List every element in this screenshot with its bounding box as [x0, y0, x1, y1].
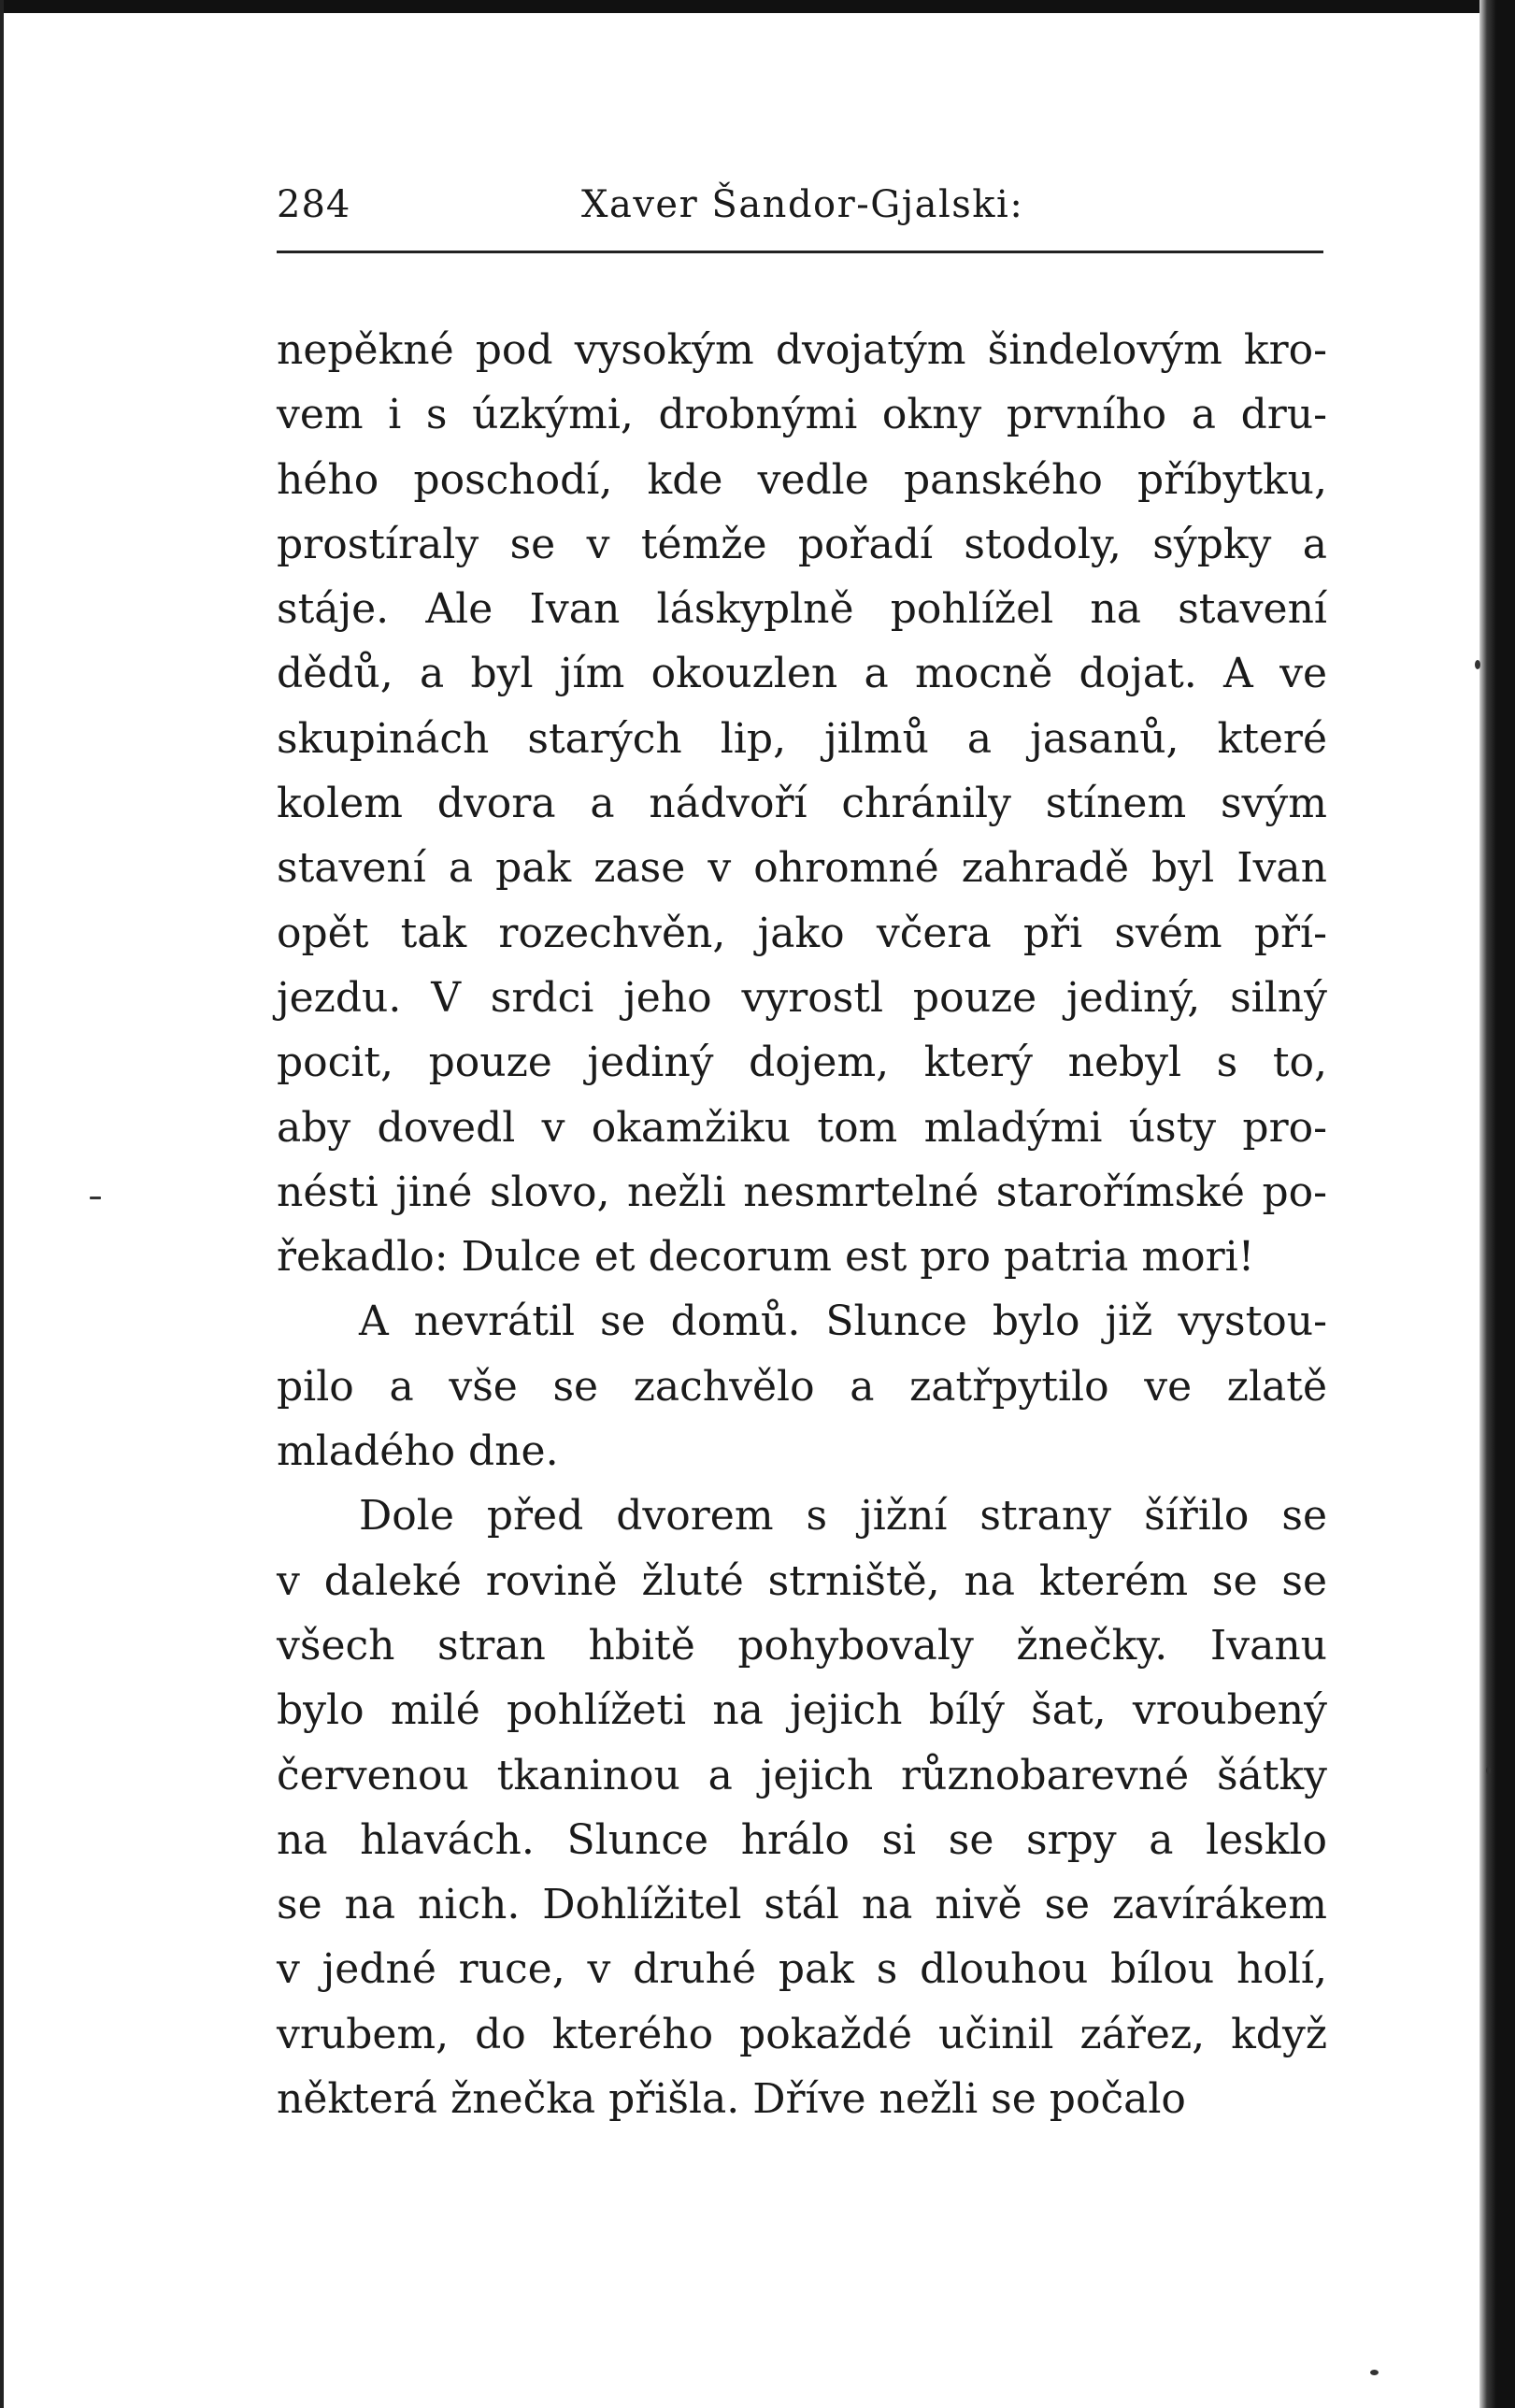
text-line: hého poschodí, kde vedle panského příbytku,: [277, 455, 1327, 504]
text-line: skupinách starých lip, jilmů a jasanů, které: [277, 714, 1327, 763]
text-line: stavení a pak zase v ohromné zahradě byl Ivan: [277, 844, 1327, 893]
scan-speck: [90, 1197, 101, 1199]
scan-border-top: [0, 0, 1515, 13]
text-line: na hlavách. Slunce hrálo si se srpy a lesklo: [277, 1815, 1327, 1864]
scan-border-right: [1479, 0, 1515, 2408]
scan-speck: [1475, 660, 1480, 669]
header-rule: [277, 251, 1323, 253]
text-line: pocit, pouze jediný dojem, který nebyl s to,: [277, 1039, 1327, 1087]
scan-border-left: [0, 0, 4, 2408]
text-line: prostíraly se v témže pořadí stodoly, sýpky a: [277, 520, 1327, 568]
text-line: aby dovedl v okamžiku tom mladými ústy pro-: [277, 1103, 1327, 1152]
text-line: A nevrátil se domů. Slunce bylo již vystou-: [359, 1297, 1327, 1346]
text-line: stáje. Ale Ivan láskyplně pohlížel na stavení: [277, 585, 1327, 634]
text-line: vrubem, do kterého pokaždé učinil zářez, když: [277, 2010, 1327, 2058]
text-line: se na nich. Dohlížitel stál na nivě se zavírákem: [277, 1881, 1327, 1929]
body-text: [277, 318, 1327, 2131]
text-line: některá žnečka přišla. Dříve nežli se počalo: [277, 2075, 1186, 2124]
text-line: opět tak rozechvěn, jako včera při svém pří-: [277, 909, 1327, 957]
text-line: v daleké rovině žluté strniště, na kterém se se: [277, 1556, 1327, 1605]
running-head: Xaver Šandor-Gjalski:: [581, 183, 1024, 226]
text-line: všech stran hbitě pohybovaly žnečky. Ivanu: [277, 1621, 1327, 1670]
page-number: 284: [277, 183, 351, 226]
page-header: [277, 183, 1333, 236]
text-line: nepěkné pod vysokým dvojatým šindelovým kro-: [277, 326, 1327, 374]
text-line: kolem dvora a nádvoří chránily stínem svým: [277, 780, 1327, 828]
text-line: pilo a vše se zachvělo a zatřpytilo ve zlatě: [277, 1362, 1327, 1411]
text-line: červenou tkaninou a jejich různobarevné šátky: [277, 1751, 1327, 1799]
text-line: dědů, a byl jím okouzlen a mocně dojat. A ve: [277, 650, 1327, 698]
text-line: řekadlo: Dulce et decorum est pro patria mori!: [277, 1233, 1255, 1282]
scan-speck: [1370, 2370, 1379, 2375]
text-line: vem i s úzkými, drobnými okny prvního a dru-: [277, 391, 1327, 439]
scan-speck: [1486, 1767, 1491, 1774]
text-line: jezdu. V srdci jeho vyrostl pouze jediný, silný: [277, 973, 1327, 1022]
text-line: mladého dne.: [277, 1427, 559, 1476]
text-line: v jedné ruce, v druhé pak s dlouhou bílou holí,: [277, 1945, 1327, 1994]
text-line: Dole před dvorem s jižní strany šířilo se: [359, 1492, 1327, 1541]
text-line: bylo milé pohlížeti na jejich bílý šat, vroubený: [277, 1686, 1327, 1735]
text-line: nésti jiné slovo, nežli nesmrtelné starořímské po-: [277, 1168, 1327, 1216]
